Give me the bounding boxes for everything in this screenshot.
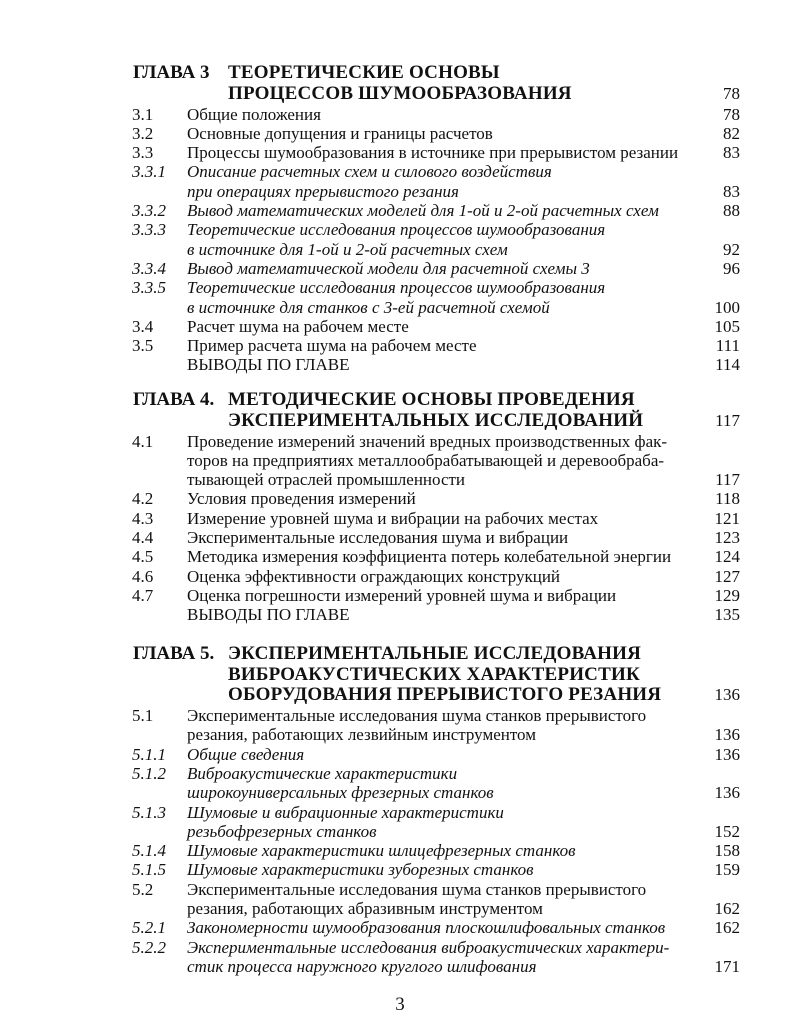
section-number: 5.1.4 (132, 841, 166, 861)
section-number: 4.7 (132, 585, 154, 605)
section-title-line: Процессы шумообразования в источнике при прерывистом резании (187, 143, 679, 163)
section-title-line: Описание расчетных схем и силового воздействия (187, 162, 552, 182)
section-title-line: тывающей отраслей промышленности (187, 470, 466, 490)
section-title-line: Пример расчета шума на рабочем месте (187, 336, 477, 356)
section-title-line: Шумовые характеристики зуборезных станков (187, 860, 534, 880)
section-title-line: ВЫВОДЫ ПО ГЛАВЕ (187, 605, 350, 625)
chapter-page: 136 (714, 685, 740, 704)
section-title-line: Экспериментальные исследования шума станков прерывистого (187, 879, 647, 899)
section-number: 4.6 (132, 566, 154, 586)
section-page: 152 (714, 821, 740, 841)
section-number: 5.1.5 (132, 860, 166, 880)
section-title-line: ВЫВОДЫ ПО ГЛАВЕ (187, 355, 350, 375)
section-title-line: Виброакустические характеристики (187, 763, 458, 783)
chapter-title-line: ПРОЦЕССОВ ШУМООБРАЗОВАНИЯ (228, 82, 572, 104)
section-title-line: Закономерности шумообразования плоскошлифовальных станков (187, 918, 666, 938)
section-number: 3.2 (132, 123, 154, 143)
section-number: 4.2 (132, 489, 154, 509)
section-number: 5.2.2 (132, 937, 166, 957)
section-number: 3.3 (132, 143, 154, 163)
section-page: 162 (714, 899, 740, 918)
section-page: 123 (714, 528, 740, 547)
section-page: 124 (714, 547, 740, 567)
section-page: 136 (714, 725, 740, 745)
section-title-line: Вывод математических моделей для 1-ой и 2-ой расчетных схем (187, 201, 659, 220)
section-page: 82 (723, 123, 740, 143)
section-page: 96 (723, 258, 740, 278)
section-title-line: Общие сведения (187, 744, 305, 764)
section-title-line: Теоретические исследования процессов шумообразования (187, 220, 606, 240)
section-title-line: Экспериментальные исследования шума станков прерывистого (187, 706, 647, 725)
section-title-line: Общие положения (187, 104, 321, 124)
section-page: 105 (714, 316, 740, 336)
section-page: 92 (723, 239, 740, 259)
section-title-line: Измерение уровней шума и вибрации на рабочих местах (187, 508, 599, 528)
section-number: 3.4 (132, 316, 154, 336)
section-title-line: Оценка погрешности измерений уровней шума и вибрации (187, 585, 617, 605)
chapter-label: ГЛАВА 3 (133, 62, 210, 83)
section-number: 3.1 (132, 104, 154, 124)
section-page: 78 (723, 104, 740, 124)
section-title-line: Экспериментальные исследования виброакустических характери- (187, 937, 670, 957)
section-title-line: Основные допущения и границы расчетов (187, 123, 493, 143)
section-page: 83 (723, 143, 740, 163)
chapter-page: 78 (723, 83, 740, 103)
section-number: 3.3.1 (132, 162, 166, 182)
section-page: 117 (715, 470, 740, 490)
chapter-label: ГЛАВА 5. (133, 643, 215, 664)
section-page: 88 (723, 201, 740, 220)
page-number: 3 (395, 994, 405, 1015)
chapter-title-line: МЕТОДИЧЕСКИЕ ОСНОВЫ ПРОВЕДЕНИЯ (228, 389, 635, 410)
section-title-line: резания, работающих абразивным инструментом (187, 899, 543, 918)
chapter-title-line: ЭКСПЕРИМЕНТАЛЬНЫХ ИССЛЕДОВАНИЙ (228, 409, 644, 431)
section-number: 5.1.1 (132, 744, 166, 764)
chapter-title-line: ВИБРОАКУСТИЧЕСКИХ ХАРАКТЕРИСТИК (228, 663, 640, 685)
section-title-line: Проведение измерений значений вредных производственных фак- (187, 431, 668, 451)
section-number: 3.3.4 (132, 258, 166, 278)
chapter-title-line: ЭКСПЕРИМЕНТАЛЬНЫЕ ИССЛЕДОВАНИЯ (228, 643, 642, 664)
section-title-line: Методика измерения коэффициента потерь колебательной энергии (187, 547, 672, 567)
section-page: 114 (715, 355, 740, 375)
section-number: 5.1.2 (132, 763, 166, 783)
section-title-line: Шумовые характеристики шлицефрезерных станков (187, 841, 576, 861)
section-title-line: Шумовые и вибрационные характеристики (187, 802, 504, 822)
section-page: 118 (715, 489, 740, 509)
section-title-line: Оценка эффективности ограждающих конструкций (187, 566, 561, 586)
chapter-label: ГЛАВА 4. (133, 389, 215, 410)
section-number: 5.1.3 (132, 802, 166, 822)
section-title-line: при операциях прерывистого резания (187, 181, 459, 201)
section-page: 136 (714, 744, 740, 764)
chapter-page: 117 (715, 410, 740, 430)
section-page: 83 (723, 181, 740, 201)
section-page: 158 (714, 841, 740, 861)
section-title-line: Условия проведения измерений (187, 489, 416, 509)
section-title-line: торов на предприятиях металлообрабатывающей и деревообраба- (187, 450, 665, 470)
section-title-line: Расчет шума на рабочем месте (187, 316, 409, 336)
section-page: 136 (714, 783, 740, 803)
section-number: 3.3.3 (132, 220, 166, 240)
section-page: 129 (714, 585, 740, 605)
section-number: 4.5 (132, 547, 154, 567)
section-title-line: Вывод математической модели для расчетной схемы 3 (187, 258, 590, 278)
section-title-line: Теоретические исследования процессов шумообразования (187, 278, 606, 298)
section-title-line: резания, работающих лезвийным инструментом (187, 725, 536, 745)
section-title-line: Экспериментальные исследования шума и вибрации (187, 528, 569, 547)
section-page: 127 (714, 566, 740, 586)
section-number: 5.2.1 (132, 918, 166, 938)
section-number: 4.3 (132, 508, 154, 528)
section-page: 171 (714, 956, 740, 976)
chapter-title-line: ОБОРУДОВАНИЯ ПРЕРЫВИСТОГО РЕЗАНИЯ (228, 684, 662, 705)
section-number: 3.5 (132, 336, 154, 356)
section-page: 121 (714, 508, 740, 528)
section-number: 4.4 (132, 528, 154, 547)
section-page: 162 (714, 918, 740, 938)
section-number: 4.1 (132, 431, 154, 451)
section-number: 5.1 (132, 706, 154, 725)
section-page: 135 (714, 605, 740, 625)
section-title-line: широкоуниверсальных фрезерных станков (187, 783, 494, 803)
section-title-line: в источнике для 1-ой и 2-ой расчетных схем (187, 239, 508, 259)
section-title-line: в источнике для станков с 3-ей расчетной схемой (187, 297, 550, 317)
section-number: 3.3.5 (132, 278, 166, 298)
section-number: 5.2 (132, 879, 154, 899)
section-page: 111 (715, 336, 740, 356)
section-page: 159 (714, 860, 740, 880)
section-title-line: стик процесса наружного круглого шлифования (187, 956, 537, 976)
section-title-line: резьбофрезерных станков (187, 821, 377, 841)
section-number: 3.3.2 (132, 201, 166, 220)
section-page: 100 (714, 297, 740, 317)
chapter-title-line: ТЕОРЕТИЧЕСКИЕ ОСНОВЫ (228, 62, 500, 83)
